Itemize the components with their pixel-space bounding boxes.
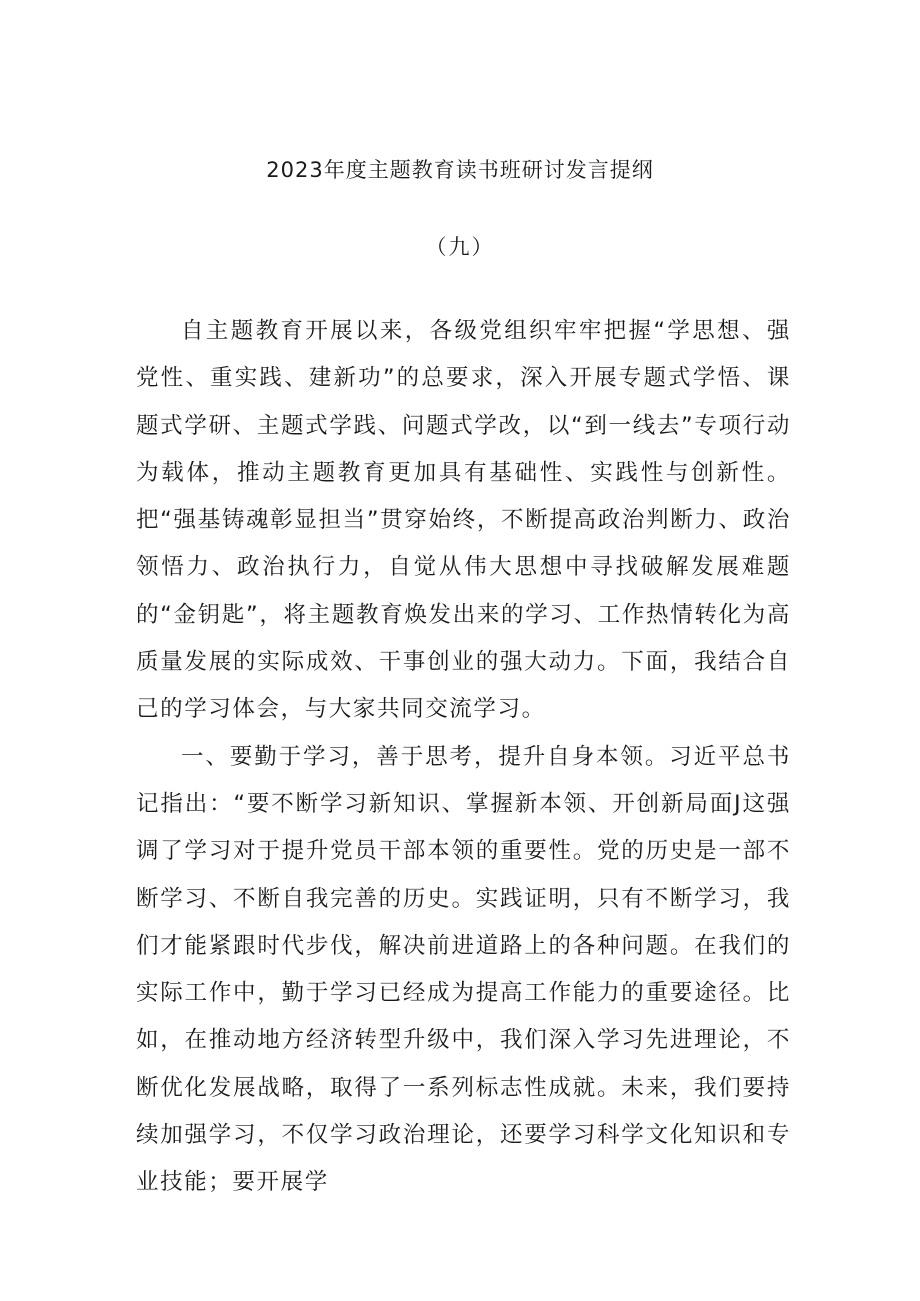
document-title: 2023年度主题教育读书班研讨发言提纲: [266, 158, 654, 182]
paragraph-section-one: 一、要勤于学习，善于思考，提升自身本领。习近平总书记指出：“要不断学习新知识、掌握新本领、开创新局面J这强调了学习对于提升党员干部本领的重要性。党的历史是一部不断学习、不断自我完善的历史。实践证明，只有不断学习，我们才能紧跟时代步伐，解决前进道路上的各种问题。在我们的实际工作中，勤于学习已经成为提高工作能力的重要途径。比如，在推动地方经济转型升级中，我们深入学习先进理论，不断优化发展战略，取得了一系列标志性成就。未来，我们要持续加强学习，不仅学习政治理论，还要学习科学文化知识和专业技能；要开展学: [136, 743, 791, 1196]
document-subtitle: （九）: [425, 235, 495, 259]
document-body: [136, 308, 791, 1207]
paragraph-intro: 自主题教育开展以来，各级党组织牢牢把握“学思想、强党性、重实践、建新功”的总要求，深入开展专题式学悟、课题式学研、主题式学践、问题式学改，以“到一线去”专项行动为载体，推动主题教育更加具有基础性、实践性与创新性。把“强基铸魂彰显担当”贯穿始终，不断提高政治判断力、政治领悟力、政治执行力，自觉从伟大思想中寻找破解发展难题的“金钥匙”，将主题教育焕发出来的学习、工作热情转化为高质量发展的实际成效、干事创业的强大动力。下面，我结合自己的学习体会，与大家共同交流学习。: [136, 318, 791, 723]
